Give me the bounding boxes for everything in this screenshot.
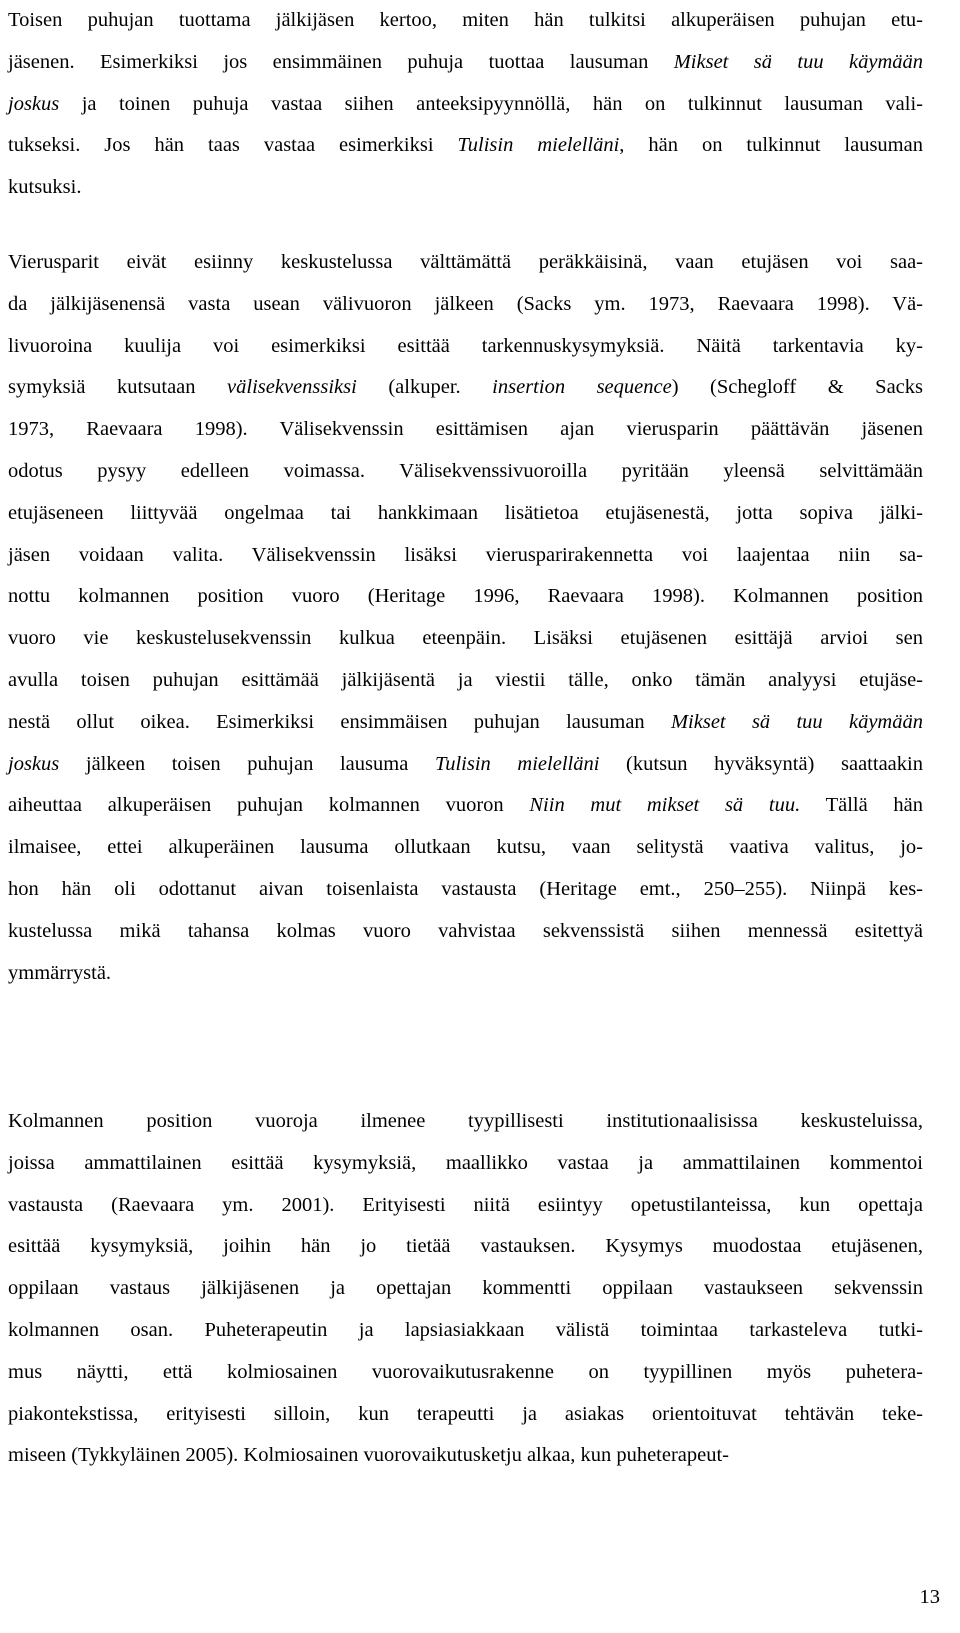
text-line <box>8 326 923 368</box>
text-run: oppilaan vastaus jälkijäsenen ja opettajan kommentti oppilaan vastaukseen sekvenssin <box>8 1277 923 1300</box>
italic-text: Niin mut mikset sä tuu. <box>529 794 801 817</box>
italic-text: insertion sequence <box>492 376 672 399</box>
text-line <box>8 125 923 167</box>
text-line <box>8 869 923 911</box>
text-run: Kolmannen position vuoroja ilmenee tyypillisesti institutionaalisissa keskusteluissa, <box>8 1110 923 1132</box>
text-run: esittää kysymyksiä, joihin hän jo tietää vastauksen. Kysymys muodostaa etujäsenen, <box>8 1235 923 1258</box>
italic-text: välisekvenssiksi <box>227 376 357 399</box>
text-run: kustelussa mikä tahansa kolmas vuoro vahvistaa sekvenssistä siihen mennessä esitettyä <box>8 919 923 942</box>
text-line <box>8 744 923 786</box>
paragraph-2 <box>8 242 923 994</box>
text-line <box>8 42 923 84</box>
text-line <box>8 618 923 660</box>
text-line <box>8 84 923 126</box>
text-line <box>8 827 923 869</box>
text-run: ) (Schegloff & Sacks <box>671 376 923 399</box>
text-run: nottu kolmannen position vuoro (Heritage 1996, Raevaara 1998). Kolmannen position <box>8 585 923 608</box>
text-run: jäsenen. Esimerkiksi jos ensimmäinen puhuja tuottaa lausuman <box>8 50 674 73</box>
text-line <box>8 493 923 535</box>
italic-text: Tulisin mielelläni <box>434 752 600 775</box>
text-line <box>8 1352 923 1394</box>
text-run: 1973, Raevaara 1998). Välisekvenssin esittämisen ajan vierusparin päättävän jäsenen <box>8 418 923 441</box>
italic-text: Mikset sä tuu käymään <box>670 710 923 733</box>
paragraph-1 <box>8 0 923 209</box>
text-run: odotus pysyy edelleen voimassa. Välisekvenssivuoroilla pyritään yleensä selvittämään <box>8 459 923 482</box>
text-line <box>8 953 923 995</box>
text-run: jäsen voidaan valita. Välisekvenssin lisäksi vierusparirakennetta voi laajentaa niin sa- <box>8 543 923 566</box>
text-run: symyksiä kutsutaan <box>8 376 228 399</box>
italic-text: joskus <box>8 92 60 115</box>
text-line <box>8 785 923 827</box>
text-line <box>8 451 923 493</box>
text-run: kutsuksi. <box>8 176 82 199</box>
text-run: (kutsun hyväksyntä) saattaakin <box>599 752 923 775</box>
text-line <box>8 1101 923 1143</box>
text-line <box>8 367 923 409</box>
text-line <box>8 284 923 326</box>
text-run: livuoroina kuulija voi esimerkiksi esittää tarkennuskysymyksiä. Näitä tarkentavia ky- <box>8 334 923 357</box>
text-line <box>8 911 923 953</box>
text-run: etujäseneen liittyvää ongelmaa tai hankkimaan lisätietoa etujäsenestä, jotta sopiva jälki- <box>8 501 923 524</box>
text-line <box>8 1143 923 1185</box>
text-line <box>8 1310 923 1352</box>
text-run: tukseksi. Jos hän taas vastaa esimerkiksi <box>8 134 458 157</box>
text-run: Tällä hän <box>800 794 924 817</box>
text-line <box>8 576 923 618</box>
text-line <box>8 1435 923 1477</box>
italic-text: joskus <box>8 752 60 775</box>
text-run: , hän on tulkinnut lausuman <box>619 134 923 157</box>
text-line <box>8 1226 923 1268</box>
text-run: jälkeen toisen puhujan lausuma <box>59 752 435 775</box>
italic-text: Mikset sä tuu käymään <box>673 50 923 73</box>
text-run: hon hän oli odottanut aivan toisenlaista vastausta (Heritage emt., 250–255). Niinpä kes- <box>8 877 923 900</box>
text-run: piakontekstissa, erityisesti silloin, kun terapeutti ja asiakas orientoituvat tehtävän teke- <box>8 1402 923 1425</box>
page-number: 13 <box>919 1586 940 1608</box>
text-line <box>8 702 923 744</box>
text-run: joissa ammattilainen esittää kysymyksiä, maallikko vastaa ja ammattilainen kommentoi <box>8 1151 923 1174</box>
text-line <box>8 1394 923 1436</box>
text-run: kolmannen osan. Puheterapeutin ja lapsiasiakkaan välistä toimintaa tarkasteleva tutki- <box>8 1318 923 1341</box>
text-run: Vierusparit eivät esiinny keskustelussa välttämättä peräkkäisinä, vaan etujäsen voi saa- <box>8 251 923 273</box>
paragraph-3 <box>8 1101 923 1477</box>
text-run: aiheuttaa alkuperäisen puhujan kolmannen vuoron <box>8 794 530 817</box>
text-line <box>8 242 923 284</box>
text-run: nestä ollut oikea. Esimerkiksi ensimmäisen puhujan lausuman <box>8 710 671 733</box>
text-line <box>8 0 923 42</box>
text-run: vastausta (Raevaara ym. 2001). Erityisesti niitä esiintyy opetustilanteissa, kun opettaja <box>8 1193 923 1216</box>
text-line <box>8 167 923 209</box>
text-run: Toisen puhujan tuottama jälkijäsen kertoo, miten hän tulkitsi alkuperäisen puhujan etu- <box>8 9 923 31</box>
text-run: ilmaisee, ettei alkuperäinen lausuma ollutkaan kutsu, vaan selitystä vaativa valitus, jo- <box>8 836 923 859</box>
text-run: ja toinen puhuja vastaa siihen anteeksipyynnöllä, hän on tulkinnut lausuman vali- <box>59 92 923 115</box>
text-line <box>8 1268 923 1310</box>
text-run: da jälkijäsenensä vasta usean välivuoron jälkeen (Sacks ym. 1973, Raevaara 1998). Vä- <box>8 292 923 315</box>
text-run: (alkuper. <box>356 376 493 399</box>
text-line <box>8 535 923 577</box>
text-run: vuoro vie keskustelusekvenssin kulkua eteenpäin. Lisäksi etujäsenen esittäjä arvioi sen <box>8 627 923 650</box>
text-run: ymmärrystä. <box>8 961 112 984</box>
text-line <box>8 660 923 702</box>
text-line <box>8 409 923 451</box>
text-run: avulla toisen puhujan esittämää jälkijäsentä ja viestii tälle, onko tämän analyysi etujäse- <box>8 668 923 691</box>
text-run: miseen (Tykkyläinen 2005). Kolmiosainen vuorovaikutusketju alkaa, kun puheterapeut- <box>8 1444 730 1467</box>
italic-text: Tulisin mielelläni <box>457 134 620 157</box>
text-line <box>8 1185 923 1227</box>
text-run: mus näytti, että kolmiosainen vuorovaikutusrakenne on tyypillinen myös puhetera- <box>8 1360 923 1383</box>
